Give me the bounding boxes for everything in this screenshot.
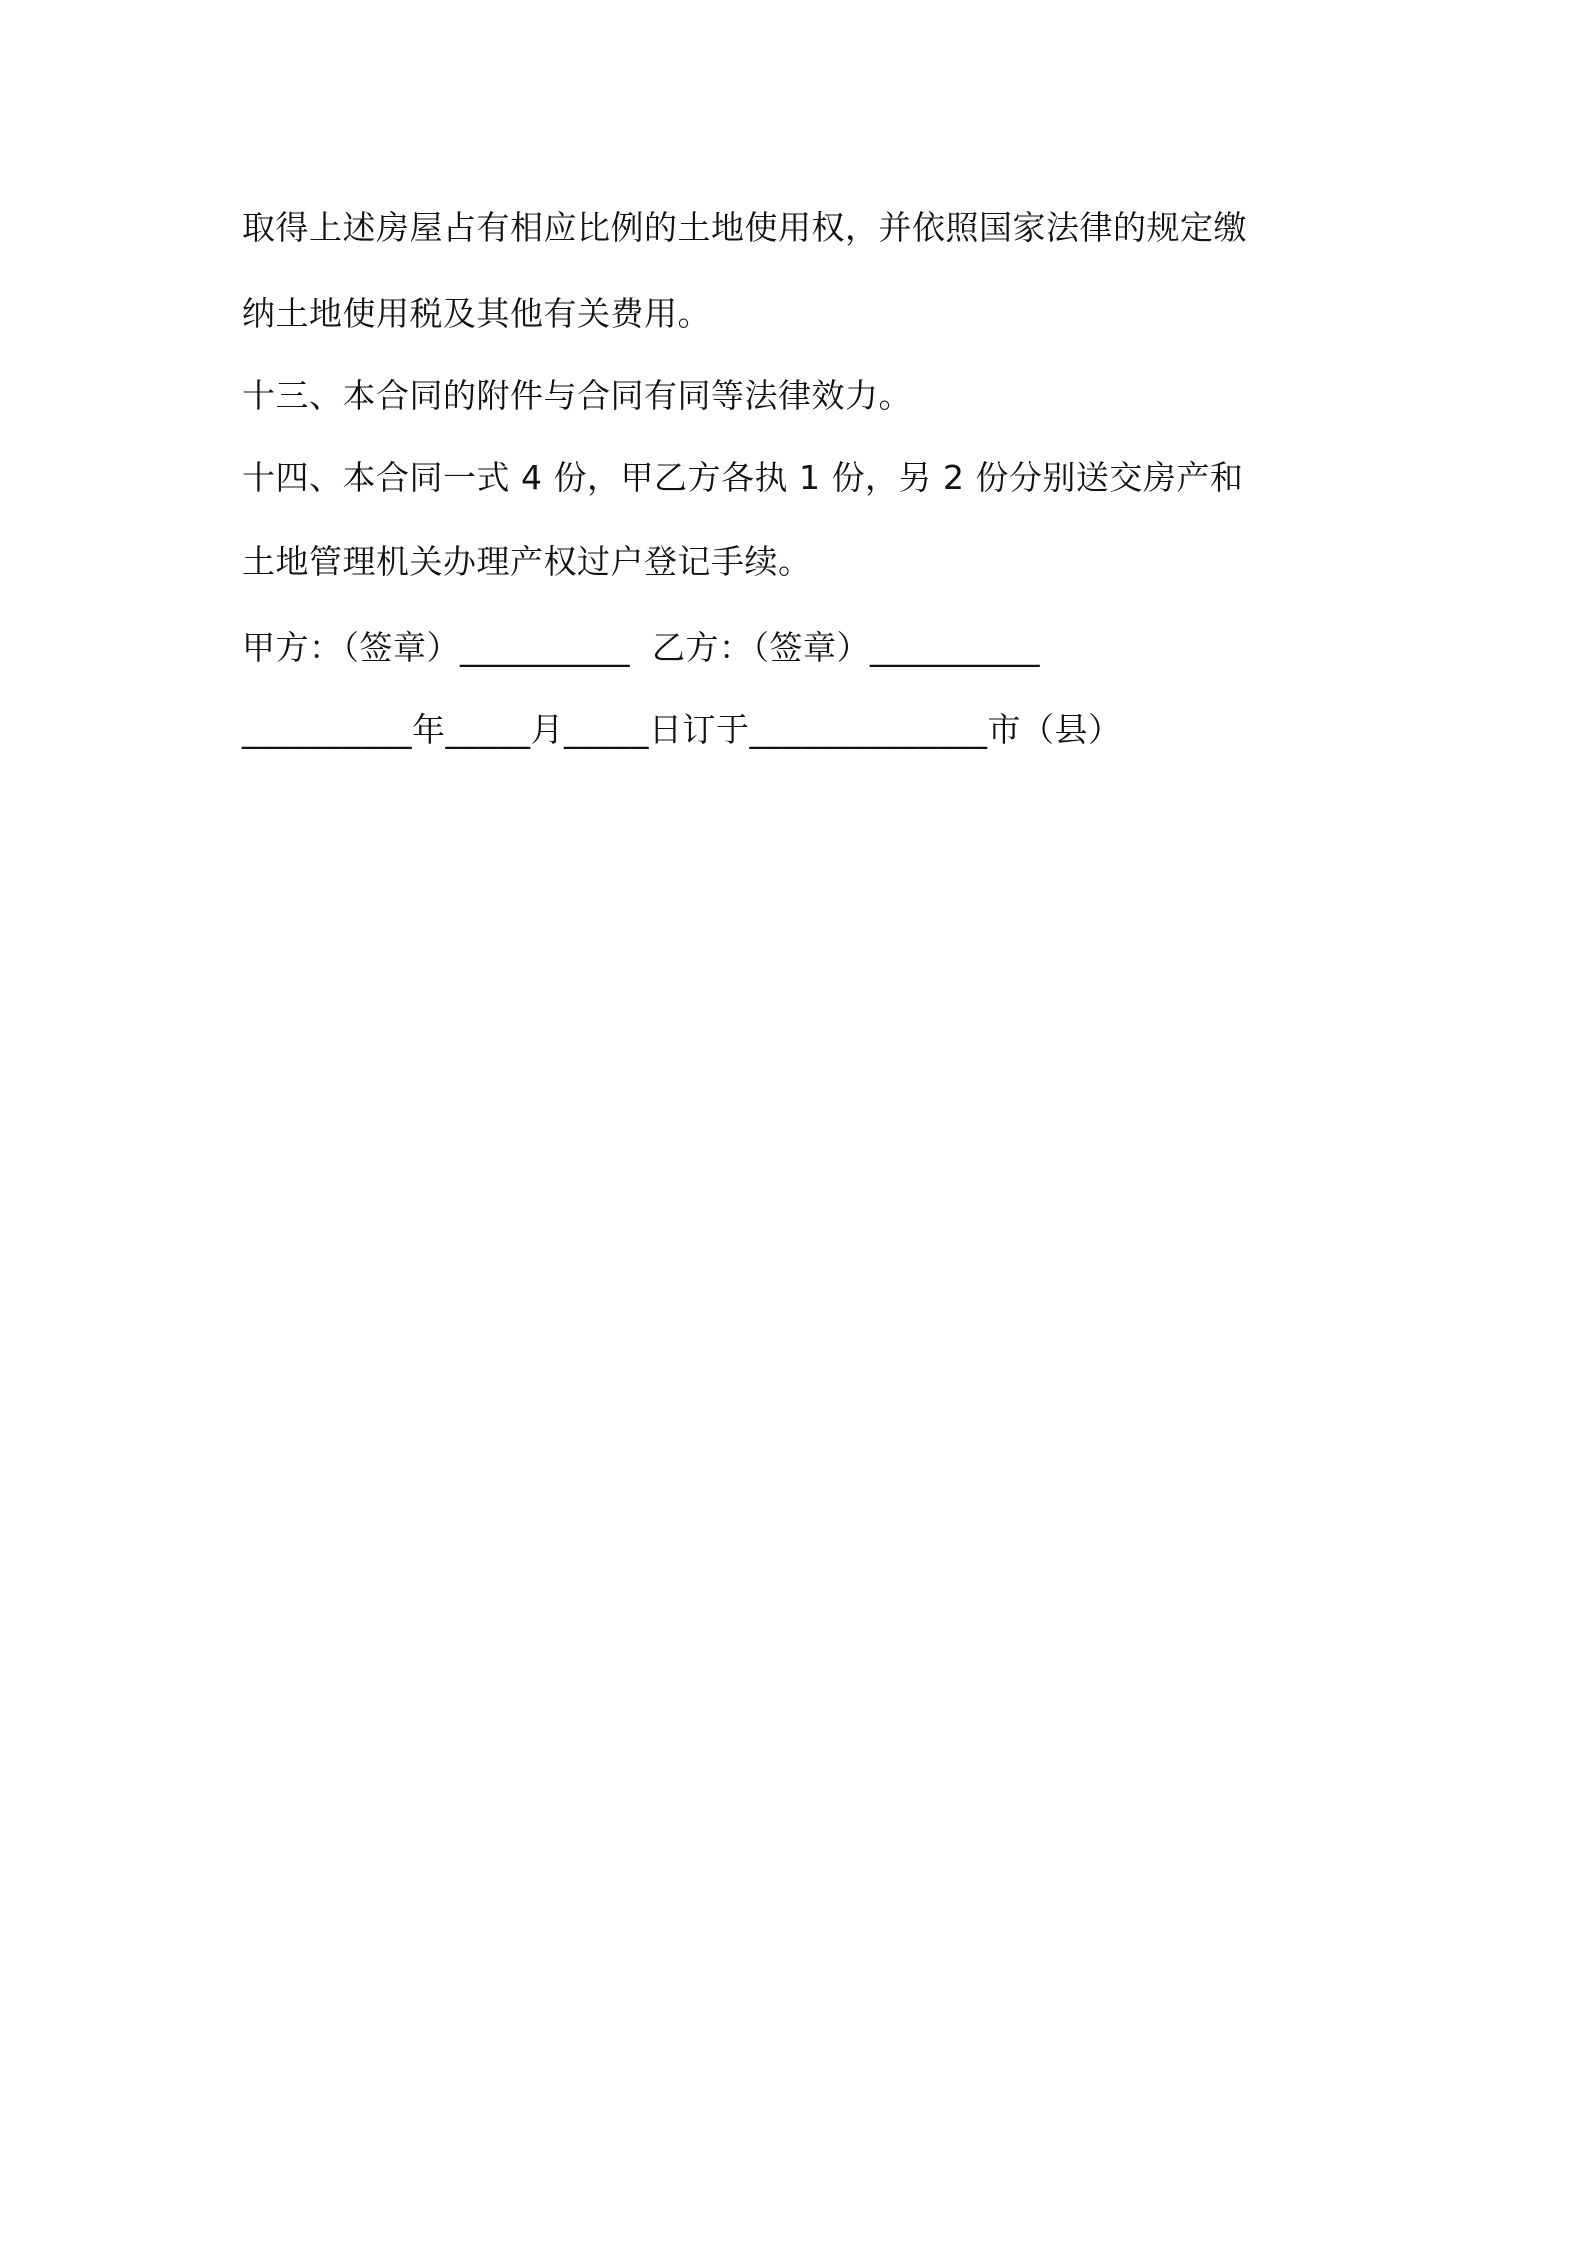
clause-13: 十三、本合同的附件与合同有同等法律效力。 [242, 376, 912, 415]
signature-line: 甲方：（签章）__________ 乙方：（签章）__________ [242, 628, 1040, 667]
clause-text-line: 取得上述房屋占有相应比例的土地使用权，并依照国家法律的规定缴 [242, 208, 1247, 247]
date-place-line: __________年_____月_____日订于______________市（县） [242, 710, 1122, 749]
clause-14-continuation: 土地管理机关办理产权过户登记手续。 [242, 542, 812, 581]
clause-14: 十四、本合同一式 4 份，甲乙方各执 1 份，另 2 份分别送交房产和 [242, 458, 1244, 497]
clause-text-line: 纳土地使用税及其他有关费用。 [242, 294, 711, 333]
